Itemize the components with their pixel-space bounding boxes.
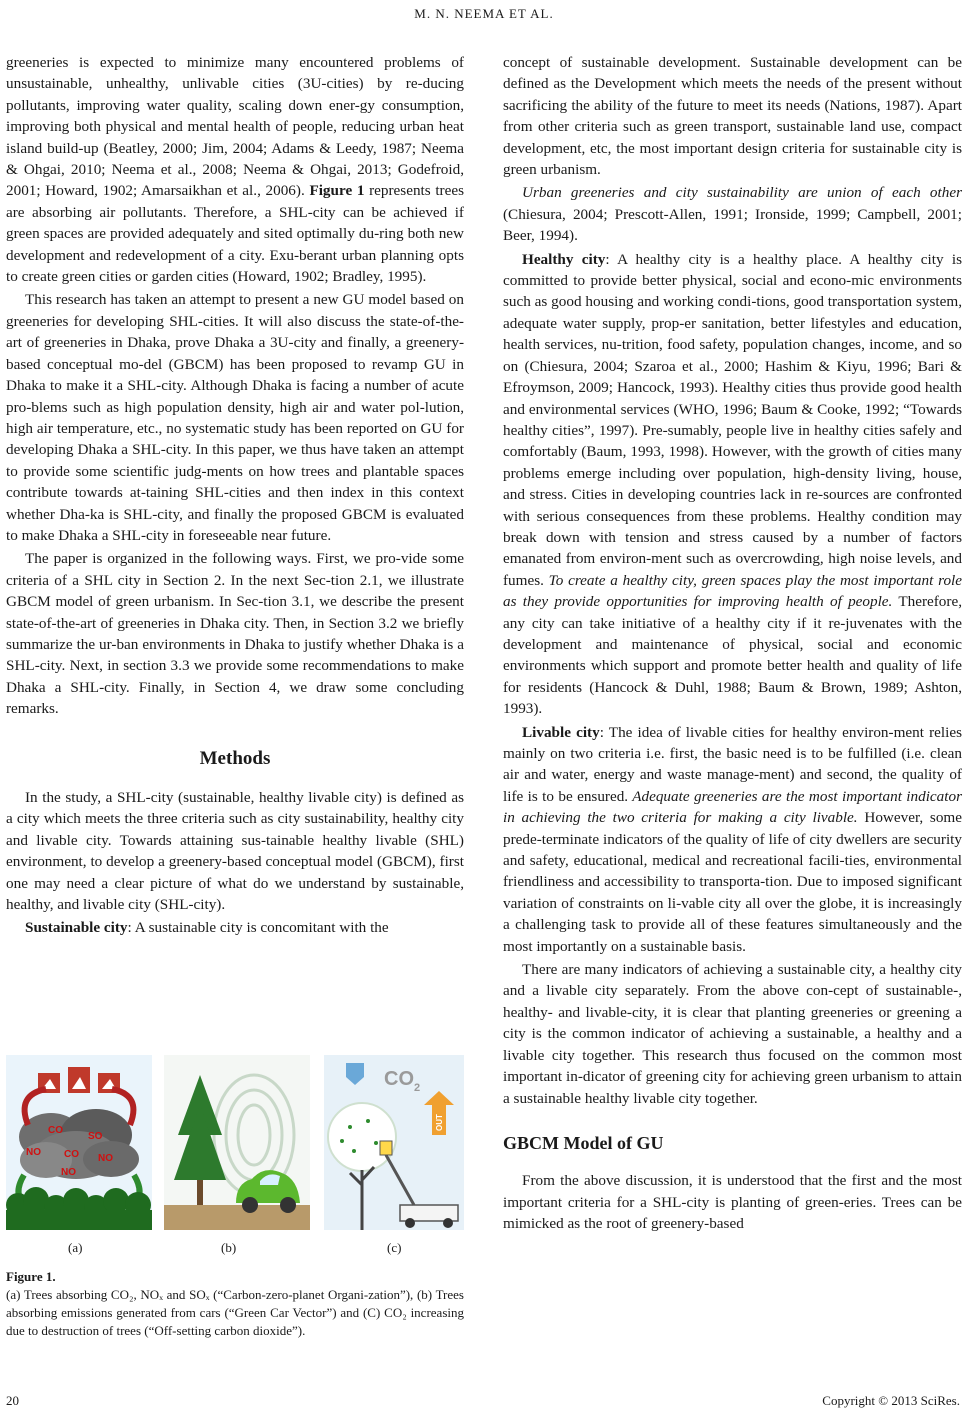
figure-panel-a	[6, 1055, 152, 1230]
co2-subscript: 2	[414, 1082, 421, 1094]
paragraph: The paper is organized in the following ways. First, we pro-vide some criteria of a SHL city in Section 2. In the next Sec-tion 2.1, we illustrate GBCM model of green urbanism. In Sec-tion 3.1, we describe the present state-of-the-art of greeneries in Dhaka city. Then, in Section 3.2 we briefly summarize the ur-ban environments in Dhaka to justify whether Dhaka is a SHL-city. Next, in section 3.3 we provide some recommendations to make Dhaka a SHL-city. Finally, in Section 4, we draw some concluding remarks.	[6, 550, 464, 718]
paragraph	[6, 52, 464, 287]
emphasis-text: To create a healthy city, green spaces play the most important role as they provide opportunities for improving health of people.	[503, 571, 962, 611]
paragraph: From the above discussion, it is understood that the first and the most important criteria for a SHL-city is planting of green-eries. Trees can be mimicked as the root of greenery-based	[503, 1172, 962, 1233]
page-number: 20	[6, 1393, 19, 1408]
pollution-cloud	[19, 1109, 139, 1179]
figure-caption-body: (a) Trees absorbing CO₂, NOₓ and SOₓ (“Carbon-zero-planet Organi-zation”), (b) Trees absorbing emissions generated from cars (“Green Car Vector”) and (C) CO₂ increasing due to destruction of trees (“Off-setting carbon dioxide”).	[6, 1287, 464, 1338]
paragraph-text: greeneries is expected to minimize many encountered problems of unsustainable, unhealthy, unlivable cities (3U-cities) by re-ducing pollutants, improving water quality, scaling down ener-gy consumption, improving both physical and mental health of people, reducing urban heat island build-up (Beatley, 2000; Jim, 2004; Adams & Leedy, 1987; Neema & Ohgai, 2010; Neema et al., 2008; Neema & Ohgai, 2013; Godefroid, 2001; Howard, 1902; Amarsaikhan et al., 2006).	[6, 54, 464, 200]
term-label: Healthy city	[522, 250, 606, 268]
pollutant-label: CO	[64, 1149, 79, 1160]
left-column	[6, 52, 464, 939]
pollutant-label: NO	[61, 1167, 76, 1178]
paragraph-text: Therefore, any city can take initiative of a healthy city if it re-juvenates with the development and maintenance of physical, social and economic environments which support and promote better health and quality of life for residents (Hancock & Duhl, 1988; Baum & Brown, 1989; Ashton, 1993).	[503, 593, 963, 718]
paragraph	[503, 722, 962, 957]
figure-caption	[6, 1268, 464, 1340]
figure-1	[6, 1055, 464, 1245]
pollutant-label: SO	[88, 1131, 103, 1142]
term-label: Sustainable city	[25, 919, 128, 937]
paragraph-text: However, some prede-terminate indicators of the quality of life of city dwellers are security and safety, educational, medical and recreational facili-ties, environmental friendliness and accessibility to transporta-tion. Due to imposed significant variation of constraints on li-vable city all over the globe, it is increasingly a challenging task to provide all of these features simultaneously and the most importantly on a sustainable basis.	[503, 809, 962, 955]
figure-caption-title: Figure 1.	[6, 1269, 56, 1284]
figure-panel-c	[324, 1055, 464, 1230]
emphasis-text: Urban greeneries and city sustainability are union of each other	[522, 184, 962, 202]
paragraph	[503, 182, 962, 246]
figure-ref-link[interactable]: Figure 1	[309, 182, 365, 200]
paragraph	[6, 917, 464, 938]
panel-label-c: (c)	[387, 1240, 402, 1255]
panel-label-a: (a)	[68, 1240, 83, 1255]
paragraph-text: : A healthy city is a healthy place. A healthy city is committed to provide better physical, social and econo-mic environments such as good housing and working condi-tions, good transportation system, adequate water supply, prop-er sanitation, better lifestyles and education, health services, nu-trition, food safety, population changes, income, and so on (Chiesura, 2004; Szaroa et al., 2000; Hashim & Kiyu, 1996; Bari & Efroymson, 2009; Hancock, 1993). Healthy cities thus provide good health and environmental services (WHO, 1996; Baum & Cooke, 1992; “Towards healthy cities”, 1997). Pre-sumably, people live in healthy cities safely and comfortably (Baum, 1993, 1998). However, with the growth of cities many problems emerge including over population, high-density living, house, and stress. Cities in developing countries lack in re-sources are confronted with serious consequences from these problems. Healthy condition may break down with tension and stress caused by a number of factors emanated from environ-ment such as overcrowding, high noise levels, and fumes.	[503, 250, 963, 589]
pollutant-label: NO	[98, 1153, 113, 1164]
figure-panel-b	[164, 1055, 310, 1230]
paragraph-text: : The idea of livable cities for healthy environ-ment relies mainly on two criteria i.e. first, the basic need is to be fulfilled (i.e. clean air and water, energy and waste manage-ment) and second, the quality of life is to be ensured.	[503, 723, 962, 805]
paragraph: In the study, a SHL-city (sustainable, healthy livable city) is defined as a city which meets the three criteria such as city sustainability, healthy city and livable city. Towards attaining sus-tainable healthy livable (SHL) environment, to develop a greenery-based conceptual model (GBCM), first one may need a clear picture of what do we understand by sustainable, healthy, and livable city (SHL-city).	[6, 789, 464, 914]
pollutant-label: CO	[48, 1125, 63, 1136]
out-label: OUT	[435, 1114, 444, 1131]
paragraph: concept of sustainable development. Sustainable development can be defined as the Development which meets the needs of the present without sacrificing the ability of the future to meet its needs (Nations, 1987). Apart from other criteria such as green transport, sustainable land use, compact development, etc, the most important design criteria for sustainable city is green urbanism.	[503, 54, 962, 179]
paragraph-text: (Chiesura, 2004; Prescott-Allen, 1991; Ironside, 1999; Campbell, 2001; Beer, 1994).	[503, 205, 962, 245]
right-column	[503, 52, 962, 1235]
co2-label: CO	[384, 1068, 414, 1090]
paragraph	[503, 249, 962, 720]
paragraph: This research has taken an attempt to present a new GU model based on greeneries for developing SHL-cities. It will also discuss the state-of-the-art of greeneries in Dhaka, prove Dhaka a 3U-city and finally, a greenery-based conceptual mo-del (GBCM) has been proposed to revamp GU in Dhaka to make it a SHL-city. Although Dhaka is facing a number of acute pro-blems such as high population density, high air and water pol-lution, high air temperature, etc., no systematic study has been reported on GU for developing Dhaka a SHL-city. In this paper, we thus have taken an attempt to provide some scientific judg-ments on how trees and plantable spaces contribute towards at-taining SHL-cities and then index in this context whether Dha-ka is SHL-city, and finally the proposed GBCM is evaluated to make Dhaka a SHL-city in foreseeable near future.	[6, 291, 464, 544]
term-label: Livable city	[522, 723, 600, 741]
emphasis-text: Adequate greeneries are the most important indicator in achieving the two criteria for making a city livable.	[503, 787, 962, 827]
copyright-notice: Copyright © 2013 SciRes.	[822, 1393, 960, 1408]
paragraph: There are many indicators of achieving a sustainable city, a healthy city and a livable city separately. From the above con-cept of sustainable-, healthy- and livable-city, it is clear that planting greeneries or greening a city is the common indicator of achieving a sustainable, a healthy and a livable city together. This research thus focused on the common most important in-dicator of greening city for achieving green urbanism to attain a sustainable healthy livable city together.	[503, 961, 962, 1107]
panel-label-b: (b)	[221, 1240, 237, 1255]
section-heading-methods: Methods	[199, 747, 271, 769]
paragraph-text: represents trees are absorbing air pollutants. Therefore, a SHL-city can be achieved if green spaces are provided adequately and sited optimally du-ring both new development and redevelopment of a city. Exu-berant urban planning opts to create green cities or garden cities (Howard, 1902; Bradley, 1995).	[6, 182, 464, 286]
running-head: M. N. NEEMA ET AL.	[414, 6, 554, 21]
paragraph-text: : A sustainable city is concomitant with the	[127, 919, 389, 937]
section-heading-gbcm: GBCM Model of GU	[503, 1132, 664, 1153]
pollutant-label: NO	[26, 1147, 41, 1158]
